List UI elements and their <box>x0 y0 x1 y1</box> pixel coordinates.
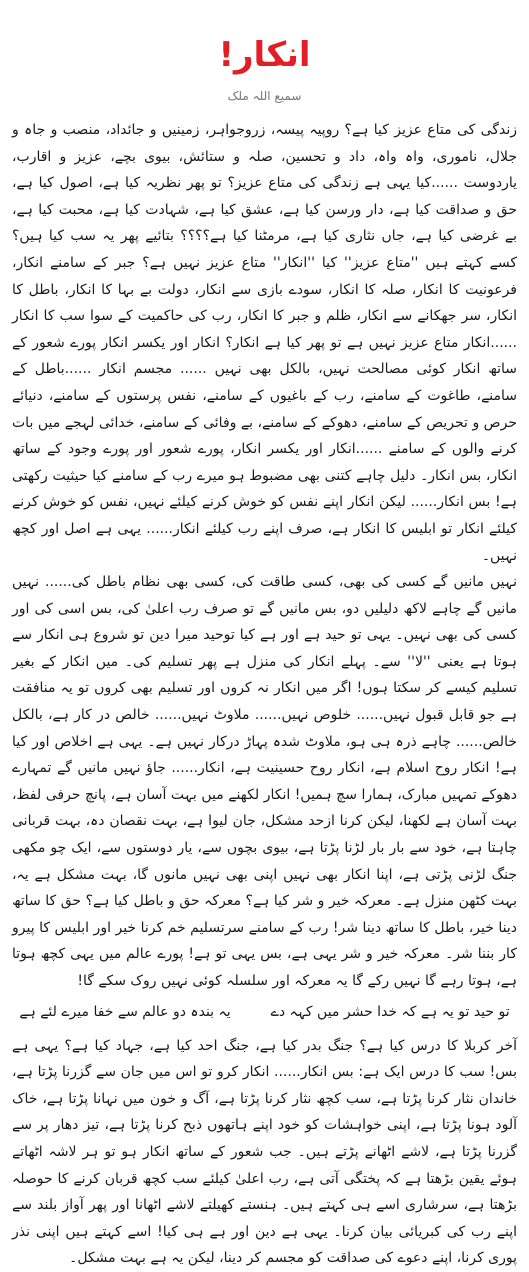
verse-line-right: تو حید تو یہ ہے کہ خدا حشر میں کہہ دے <box>270 1003 510 1020</box>
verse-line-left: یہ بندہ دو عالم سے خفا میرے لئے ہے <box>19 1003 231 1020</box>
article-title: انکار! <box>218 35 311 75</box>
article-author: سمیع اللہ ملک <box>227 89 302 103</box>
paragraph: زندگی کی متاع عزیز کیا ہے؟ روپیہ پیسہ، زروجواہر، زمینیں و جائداد، منصب و جاہ و جلال، ناموری، واہ واہ، داد و تحسین، صلہ و ستائش، بیوی بچے، عزیز و اقارب، یاردوست ......کیا یہی ہے زندگی کی متاع عزیز؟ تو پھر نظریہ کیا ہے، اصول کیا ہے، حق و صداقت کیا ہے، دار ورسن کیا ہے، عشق کیا ہے، شہادت کیا ہے، محبت کیا ہے، بے غرضی کیا ہے، جاں نثاری کیا ہے، مرمٹنا کیا ہے؟؟؟؟ بتائیے پھر یہ سب کیا ہیں؟ کسے کہتے ہیں ''متاع عزیز'' کیا ''انکار'' متاع عزیز نہیں ہے؟ جبر کے سامنے انکار، فرعونیت کا انکار، صلہ کا انکار، سودے بازی سے انکار، دولت بے بہا کا انکار، باطل کا انکار، سر جھکانے سے انکار، ظلم و جبر کا انکار، رب کی حاکمیت کے سوا سب کا انکار ......انکار متاع عزیز نہیں ہے تو پھر کیا ہے انکار؟ انکار اور یکسر انکار پورے شعور کے ساتھ انکار کوئی مصالحت نہیں، بالکل بھی نہیں ...... مجسم انکار ......باطل کے سامنے، طاغوت کے سامنے، رب کے باغیوں کے سامنے، نفس پرستوں کے سامنے، دنیائے حرص و تحریص کے سامنے، دھوکے کے سامنے، بے وفائی کے سامنے، خدائی لہجے میں بات کرنے والوں کے سامنے ......انکار اور یکسر انکار، پورے شعور اور پورے وجود کے ساتھ انکار، بس انکار۔ دلیل چاہے کتنی بھی مضبوط ہو میرے رب کے سامنے کیا حیثیت رکھتی ہے! بس انکار...... لیکن انکار اپنے نفس کو خوش کرنے کیلئے نہیں، نفس کو خوش کرنے کیلئے انکار تو ابلیس کا انکار ہے، صرف اپنے رب کیلئے انکار...... یہی ہے اصل اور کچھ نہیں۔ <box>12 122 517 564</box>
paragraph: نہیں مانیں گے کسی کی بھی، کسی طاقت کی، کسی بھی نظام باطل کی...... نہیں مانیں گے چاہے لاکھ دلیلیں دو، بس مانیں گے تو صرف رب اعلیٰ کی، بس اسی کی اور کسی کی بھی نہیں۔ یہی تو حید ہے اور ہے کیا توحید میرا دین تو شروع ہی انکار سے ہوتا ہے یعنی ''لا'' سے۔ پہلے انکار کی منزل ہے پھر تسلیم کی۔ میں انکار کے بغیر تسلیم کیسے کر سکتا ہوں! اگر میں انکار نہ کروں اور تسلیم بھی کروں تو یہ منافقت ہے جو قابل قبول نہیں...... خلوص نہیں...... ملاوٹ نہیں...... خالص در کار ہے، بالکل خالص...... چاہے ذرہ ہی ہو، ملاوٹ شدہ پہاڑ درکار نہیں ہے۔ یہی ہے اخلاص اور کیا ہے! انکار روح اسلام ہے، انکار روح حسینیت ہے، انکار...... جاؤ نہیں مانیں گے تمہارے دھوکے تمہیں مبارک، ہمارا سچ ہمیں! انکار لکھنے میں بہت آسان ہے، پانچ حرفی لفظ، بہت آسان ہے لکھنا، لیکن کرنا ازحد مشکل، جان لیوا ہے، بہت نقصان دہ، بہت قربانی چاہتا ہے، خود سے بار بار لڑنا پڑتا ہے، بیوی بچوں سے، یار دوستوں سے، ایک چو مکھی جنگ لڑنی پڑتی ہے، اپنا انکار بھی نہیں اپنی بھی نہیں مانوں گا، بہت مشکل ہے یہ، بہت کٹھن منزل ہے۔ معرکہ خیر و شر کیا ہے؟ معرکہ حق و باطل کیا ہے؟ حق کا ساتھ دینا خیر، باطل کا ساتھ دینا شر! رب کے سامنے سرتسلیم خم کرنا خیر اور ابلیس کا پیرو کار بننا شر۔ معرکہ خیر و شر یہی ہے، بس یہی تو ہے! پورے عالم میں یہی کچھ ہوتا ہے، ہوتا رہے گا نہیں رکے گا یہ معرکہ اور سلسلہ کوئی نہیں روک سکے گا! <box>12 574 518 989</box>
verse-couplet <box>12 999 517 1025</box>
article-body <box>12 117 517 1272</box>
closing-paragraph: آخر کربلا کا درس کیا ہے؟ جنگ بدر کیا ہے، جنگ احد کیا ہے، جہاد کیا ہے؟ یہی ہے بس! سب کا درس ایک ہے: بس انکار...... انکار کرو تو اس میں جان سے گزرنا پڑتا ہے، خاندان نثار کرنا پڑتا ہے، سب کچھ نثار کرنا پڑتا ہے، آگ و خون میں نہانا پڑتا ہے، خاک آلود ہونا پڑتا ہے، اپنی خواہشات کو خود اپنے ہاتھوں ذبح کرنا پڑتا ہے، تیز دھار پر سے گزرنا پڑتا ہے، لاشے اٹھانے پڑتے ہیں۔ جب شعور کے ساتھ انکار ہو تو ہر لاشہ اٹھاتے ہوئے یقین بڑھتا ہے کہ پختگی آتی ہے، رب اعلیٰ کیلئے سب کچھ قربان کرنے کا حوصلہ بڑھتا ہے، سرشاری اسے ہی کہتے ہیں۔ ہنستے کھیلتے لاشے اٹھانا اور پھر آواز بلند سے اپنے رب کی کبریائی بیان کرنا۔ یہی ہے دین اور ہے ہی کیا! اسے کہتے ہیں اپنی نذر پوری کرنا، اپنے دعوے کی صداقت کو مجسم کر دینا، لیکن یہ ہے بہت مشکل۔ <box>12 1037 517 1267</box>
